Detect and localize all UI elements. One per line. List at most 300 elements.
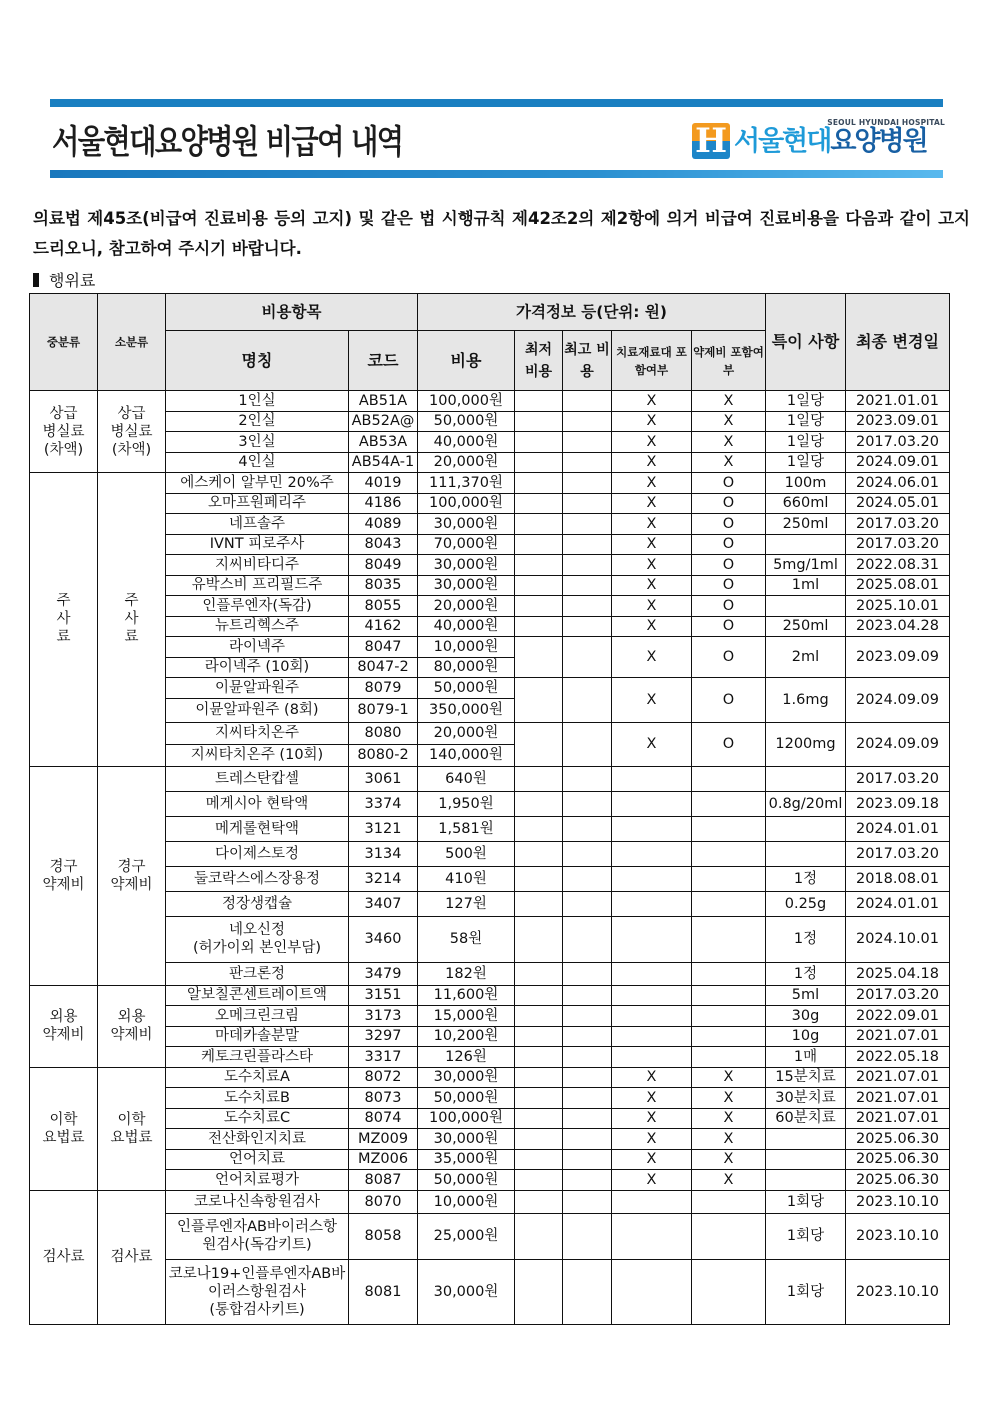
max-cost <box>563 891 612 916</box>
min-cost <box>515 1190 563 1213</box>
item-cost: 30,000원 <box>418 575 515 596</box>
item-cost: 25,000원 <box>418 1213 515 1259</box>
table-row <box>30 616 950 637</box>
material-included <box>612 962 692 985</box>
note: 1회당 <box>766 1190 846 1213</box>
item-name: 판크론정 <box>166 962 349 985</box>
item-cost: 140,000원 <box>418 744 515 766</box>
max-cost <box>563 391 612 412</box>
min-cost <box>515 452 563 473</box>
material-included: X <box>612 534 692 555</box>
item-name: 3인실 <box>166 432 349 453</box>
item-code: AB53A <box>349 432 418 453</box>
sub-category-cell: 이학 요법료 <box>98 1067 166 1190</box>
item-cost: 111,370원 <box>418 473 515 494</box>
drug-included: X <box>692 1108 766 1129</box>
item-name: 지씨비타디주 <box>166 555 349 576</box>
item-code: 3460 <box>349 916 418 962</box>
max-cost <box>563 637 612 678</box>
material-included: X <box>612 575 692 596</box>
item-cost: 1,581원 <box>418 816 515 841</box>
table-row <box>30 1259 950 1324</box>
item-cost: 30,000원 <box>418 514 515 535</box>
max-cost <box>563 985 612 1006</box>
last-changed: 2024.06.01 <box>846 473 950 494</box>
max-cost <box>563 1190 612 1213</box>
sub-category-cell: 주 사 료 <box>98 473 166 767</box>
max-cost <box>563 1026 612 1047</box>
drug-included <box>692 891 766 916</box>
min-cost <box>515 534 563 555</box>
material-included: X <box>612 1088 692 1109</box>
table-row <box>30 891 950 916</box>
item-code: 3134 <box>349 841 418 866</box>
item-code: 3479 <box>349 962 418 985</box>
min-cost <box>515 596 563 617</box>
drug-included: X <box>692 391 766 412</box>
max-cost <box>563 791 612 816</box>
fee-table <box>29 293 950 1325</box>
item-cost: 1,950원 <box>418 791 515 816</box>
max-cost <box>563 678 612 723</box>
min-cost <box>515 514 563 535</box>
min-cost <box>515 962 563 985</box>
item-name: 오메크린크림 <box>166 1006 349 1027</box>
table-row <box>30 473 950 494</box>
material-included: X <box>612 616 692 637</box>
max-cost <box>563 1088 612 1109</box>
item-name: 알보칠콘센트레이트액 <box>166 985 349 1006</box>
note: 1일당 <box>766 411 846 432</box>
item-cost: 410원 <box>418 866 515 891</box>
last-changed: 2025.04.18 <box>846 962 950 985</box>
min-cost <box>515 1088 563 1109</box>
last-changed: 2025.10.01 <box>846 596 950 617</box>
note: 0.8g/20ml <box>766 791 846 816</box>
item-name: 코로나19+인플루엔자AB바 이러스항원검사 (통합검사키트) <box>166 1259 349 1324</box>
table-row <box>30 1047 950 1068</box>
note: 1정 <box>766 916 846 962</box>
last-changed: 2024.09.01 <box>846 452 950 473</box>
min-cost <box>515 432 563 453</box>
note: 1.6mg <box>766 678 846 723</box>
last-changed: 2022.09.01 <box>846 1006 950 1027</box>
drug-included <box>692 841 766 866</box>
last-changed: 2025.06.30 <box>846 1170 950 1191</box>
last-changed: 2017.03.20 <box>846 766 950 791</box>
max-cost <box>563 596 612 617</box>
min-cost <box>515 1067 563 1088</box>
drug-included: O <box>692 722 766 766</box>
max-cost <box>563 866 612 891</box>
last-changed: 2023.04.28 <box>846 616 950 637</box>
item-code: 4162 <box>349 616 418 637</box>
last-changed: 2023.09.09 <box>846 637 950 678</box>
drug-included: O <box>692 514 766 535</box>
table-row <box>30 766 950 791</box>
item-code: 8081 <box>349 1259 418 1324</box>
item-name: 오마프원페리주 <box>166 493 349 514</box>
item-code: 8070 <box>349 1190 418 1213</box>
last-changed: 2023.10.10 <box>846 1190 950 1213</box>
table-row <box>30 596 950 617</box>
material-included: X <box>612 678 692 723</box>
item-code: 3214 <box>349 866 418 891</box>
item-cost: 640원 <box>418 766 515 791</box>
drug-included: X <box>692 1067 766 1088</box>
drug-included <box>692 962 766 985</box>
item-cost: 350,000원 <box>418 698 515 722</box>
material-included: X <box>612 596 692 617</box>
table-row <box>30 1026 950 1047</box>
material-included <box>612 816 692 841</box>
max-cost <box>563 1129 612 1150</box>
max-cost <box>563 1067 612 1088</box>
drug-included: O <box>692 555 766 576</box>
item-name: 다이제스토정 <box>166 841 349 866</box>
item-cost: 127원 <box>418 891 515 916</box>
last-changed: 2017.03.20 <box>846 841 950 866</box>
table-row <box>30 962 950 985</box>
min-cost <box>515 473 563 494</box>
material-included <box>612 791 692 816</box>
table-row <box>30 1213 950 1259</box>
table-row <box>30 791 950 816</box>
max-cost <box>563 493 612 514</box>
logo-h-icon: H <box>692 123 730 159</box>
item-cost: 10,200원 <box>418 1026 515 1047</box>
last-changed: 2021.07.01 <box>846 1026 950 1047</box>
item-code: 8074 <box>349 1108 418 1129</box>
item-cost: 100,000원 <box>418 1108 515 1129</box>
item-name: 인플루엔자(독감) <box>166 596 349 617</box>
item-name: 1인실 <box>166 391 349 412</box>
item-code: MZ006 <box>349 1149 418 1170</box>
drug-included: X <box>692 1149 766 1170</box>
item-code: 3297 <box>349 1026 418 1047</box>
material-included <box>612 866 692 891</box>
note <box>766 1170 846 1191</box>
mid-category-cell: 상급 병실료 (차액) <box>30 391 98 473</box>
max-cost <box>563 722 612 766</box>
max-cost <box>563 816 612 841</box>
table-row <box>30 1149 950 1170</box>
item-code: MZ009 <box>349 1129 418 1150</box>
item-code: 8080-2 <box>349 744 418 766</box>
table-row <box>30 493 950 514</box>
min-cost <box>515 616 563 637</box>
item-name: 4인실 <box>166 452 349 473</box>
section-bullet-icon <box>33 273 39 287</box>
sub-category-cell: 검사료 <box>98 1190 166 1324</box>
min-cost <box>515 1259 563 1324</box>
item-cost: 500원 <box>418 841 515 866</box>
header-last-changed: 최종 변경일 <box>846 294 950 391</box>
note: 1일당 <box>766 432 846 453</box>
material-included <box>612 1190 692 1213</box>
last-changed: 2025.06.30 <box>846 1149 950 1170</box>
note <box>766 1149 846 1170</box>
item-name: 메게시아 현탁액 <box>166 791 349 816</box>
drug-included: O <box>692 678 766 723</box>
last-changed: 2017.03.20 <box>846 985 950 1006</box>
header-notes: 특이 사항 <box>766 294 846 391</box>
note: 1정 <box>766 962 846 985</box>
drug-included <box>692 1006 766 1027</box>
item-name: 도수치료B <box>166 1088 349 1109</box>
drug-included: O <box>692 616 766 637</box>
max-cost <box>563 1170 612 1191</box>
item-code: 3151 <box>349 985 418 1006</box>
note: 1회당 <box>766 1259 846 1324</box>
material-included <box>612 916 692 962</box>
document-title: 서울현대요양병원 비급여 내역 <box>52 122 403 161</box>
table-row <box>30 411 950 432</box>
last-changed: 2025.06.30 <box>846 1129 950 1150</box>
min-cost <box>515 678 563 723</box>
material-included <box>612 766 692 791</box>
note: 660ml <box>766 493 846 514</box>
section-title: 행위료 <box>49 271 96 290</box>
header-cost-item: 비용항목 <box>166 294 418 331</box>
note: 0.25g <box>766 891 846 916</box>
note: 10g <box>766 1026 846 1047</box>
table-row <box>30 1108 950 1129</box>
item-name: 라이넥주 (10회) <box>166 657 349 678</box>
table-row <box>30 452 950 473</box>
item-name: 언어치료 <box>166 1149 349 1170</box>
material-included <box>612 1006 692 1027</box>
item-cost: 80,000원 <box>418 657 515 678</box>
last-changed: 2021.01.01 <box>846 391 950 412</box>
logo-korean-text: 서울현대요양병원 <box>734 126 927 157</box>
max-cost <box>563 1006 612 1027</box>
item-cost: 15,000원 <box>418 1006 515 1027</box>
drug-included <box>692 816 766 841</box>
item-cost: 11,600원 <box>418 985 515 1006</box>
header-cost: 비용 <box>418 331 515 391</box>
item-name: 라이넥주 <box>166 637 349 658</box>
material-included: X <box>612 637 692 678</box>
item-name: 뉴트리헥스주 <box>166 616 349 637</box>
item-cost: 100,000원 <box>418 391 515 412</box>
note <box>766 534 846 555</box>
item-cost: 30,000원 <box>418 1067 515 1088</box>
table-row <box>30 678 950 699</box>
item-cost: 50,000원 <box>418 678 515 699</box>
item-code: 3173 <box>349 1006 418 1027</box>
material-included <box>612 1026 692 1047</box>
item-code: 8087 <box>349 1170 418 1191</box>
item-cost: 20,000원 <box>418 722 515 744</box>
max-cost <box>563 534 612 555</box>
note: 1일당 <box>766 452 846 473</box>
item-name: 네오신정 (허가이외 본인부담) <box>166 916 349 962</box>
last-changed: 2018.08.01 <box>846 866 950 891</box>
material-included <box>612 1047 692 1068</box>
max-cost <box>563 432 612 453</box>
item-name: 지씨타치온주 <box>166 722 349 744</box>
last-changed: 2024.01.01 <box>846 816 950 841</box>
note: 1회당 <box>766 1213 846 1259</box>
item-code: AB52A@ <box>349 411 418 432</box>
drug-included: X <box>692 1170 766 1191</box>
drug-included <box>692 1259 766 1324</box>
material-included <box>612 841 692 866</box>
note: 1매 <box>766 1047 846 1068</box>
material-included: X <box>612 411 692 432</box>
last-changed: 2023.10.10 <box>846 1213 950 1259</box>
max-cost <box>563 962 612 985</box>
last-changed: 2021.07.01 <box>846 1108 950 1129</box>
last-changed: 2023.09.01 <box>846 411 950 432</box>
item-cost: 20,000원 <box>418 452 515 473</box>
item-name: 네프솔주 <box>166 514 349 535</box>
table-row <box>30 637 950 658</box>
material-included <box>612 985 692 1006</box>
table-row <box>30 985 950 1006</box>
table-row <box>30 555 950 576</box>
note <box>766 766 846 791</box>
item-code: 3121 <box>349 816 418 841</box>
item-cost: 126원 <box>418 1047 515 1068</box>
max-cost <box>563 452 612 473</box>
table-row <box>30 1088 950 1109</box>
min-cost <box>515 1006 563 1027</box>
drug-included: X <box>692 452 766 473</box>
min-cost <box>515 791 563 816</box>
item-cost: 35,000원 <box>418 1149 515 1170</box>
item-cost: 182원 <box>418 962 515 985</box>
mid-category-cell: 이학 요법료 <box>30 1067 98 1190</box>
header-max-cost: 최고 비용 <box>563 331 612 391</box>
item-name: 지씨타치온주 (10회) <box>166 744 349 766</box>
item-name: 마데카솔분말 <box>166 1026 349 1047</box>
item-code: 8035 <box>349 575 418 596</box>
max-cost <box>563 473 612 494</box>
item-code: 8073 <box>349 1088 418 1109</box>
table-row <box>30 916 950 962</box>
max-cost <box>563 1213 612 1259</box>
max-cost <box>563 1108 612 1129</box>
drug-included <box>692 866 766 891</box>
note <box>766 816 846 841</box>
material-included: X <box>612 452 692 473</box>
max-cost <box>563 1259 612 1324</box>
min-cost <box>515 1108 563 1129</box>
min-cost <box>515 1129 563 1150</box>
material-included: X <box>612 493 692 514</box>
last-changed: 2022.08.31 <box>846 555 950 576</box>
item-cost: 58원 <box>418 916 515 962</box>
min-cost <box>515 1170 563 1191</box>
material-included: X <box>612 1067 692 1088</box>
item-code: 8047 <box>349 637 418 658</box>
min-cost <box>515 766 563 791</box>
item-code: 4186 <box>349 493 418 514</box>
header-name: 명칭 <box>166 331 349 391</box>
material-included: X <box>612 1108 692 1129</box>
min-cost <box>515 637 563 678</box>
header-top-bar <box>50 99 943 107</box>
item-name: 2인실 <box>166 411 349 432</box>
note <box>766 596 846 617</box>
note <box>766 841 846 866</box>
min-cost <box>515 891 563 916</box>
item-cost: 100,000원 <box>418 493 515 514</box>
item-code: 4019 <box>349 473 418 494</box>
min-cost <box>515 1047 563 1068</box>
section-heading <box>33 268 95 291</box>
drug-included: O <box>692 637 766 678</box>
material-included: X <box>612 555 692 576</box>
drug-included <box>692 916 766 962</box>
item-name: 이뮨알파원주 (8회) <box>166 698 349 722</box>
hospital-logo <box>690 118 945 162</box>
note: 5mg/1ml <box>766 555 846 576</box>
table-row <box>30 1129 950 1150</box>
min-cost <box>515 916 563 962</box>
max-cost <box>563 1149 612 1170</box>
item-cost: 40,000원 <box>418 432 515 453</box>
sub-category-cell: 외용 약제비 <box>98 985 166 1067</box>
drug-included: X <box>692 411 766 432</box>
note: 100m <box>766 473 846 494</box>
min-cost <box>515 866 563 891</box>
max-cost <box>563 1047 612 1068</box>
table-row <box>30 575 950 596</box>
header-mid-category: 중분류 <box>30 294 98 391</box>
material-included: X <box>612 432 692 453</box>
item-name: 코로나신속항원검사 <box>166 1190 349 1213</box>
last-changed: 2024.09.09 <box>846 678 950 723</box>
last-changed: 2017.03.20 <box>846 432 950 453</box>
logo-english-text: SEOUL HYUNDAI HOSPITAL <box>827 118 945 127</box>
drug-included: O <box>692 473 766 494</box>
note: 60분치료 <box>766 1108 846 1129</box>
item-name: 도수치료C <box>166 1108 349 1129</box>
item-name: 전산화인지치료 <box>166 1129 349 1150</box>
drug-included <box>692 1047 766 1068</box>
item-code: 3407 <box>349 891 418 916</box>
last-changed: 2021.07.01 <box>846 1067 950 1088</box>
material-included: X <box>612 722 692 766</box>
item-name: 유박스비 프리필드주 <box>166 575 349 596</box>
drug-included: O <box>692 596 766 617</box>
drug-included: O <box>692 493 766 514</box>
note: 250ml <box>766 514 846 535</box>
drug-included: X <box>692 1088 766 1109</box>
table-row <box>30 1190 950 1213</box>
item-name: 이뮨알파원주 <box>166 678 349 699</box>
material-included: X <box>612 391 692 412</box>
table-row <box>30 1067 950 1088</box>
item-code: 3374 <box>349 791 418 816</box>
note: 1일당 <box>766 391 846 412</box>
table-row <box>30 816 950 841</box>
item-code: AB51A <box>349 391 418 412</box>
drug-included <box>692 766 766 791</box>
item-code: 8058 <box>349 1213 418 1259</box>
item-name: 둘코락스에스장용정 <box>166 866 349 891</box>
min-cost <box>515 391 563 412</box>
max-cost <box>563 916 612 962</box>
item-code: 8049 <box>349 555 418 576</box>
item-name: 트레스탄캅셀 <box>166 766 349 791</box>
sub-category-cell: 경구 약제비 <box>98 766 166 985</box>
note: 1200mg <box>766 722 846 766</box>
max-cost <box>563 841 612 866</box>
